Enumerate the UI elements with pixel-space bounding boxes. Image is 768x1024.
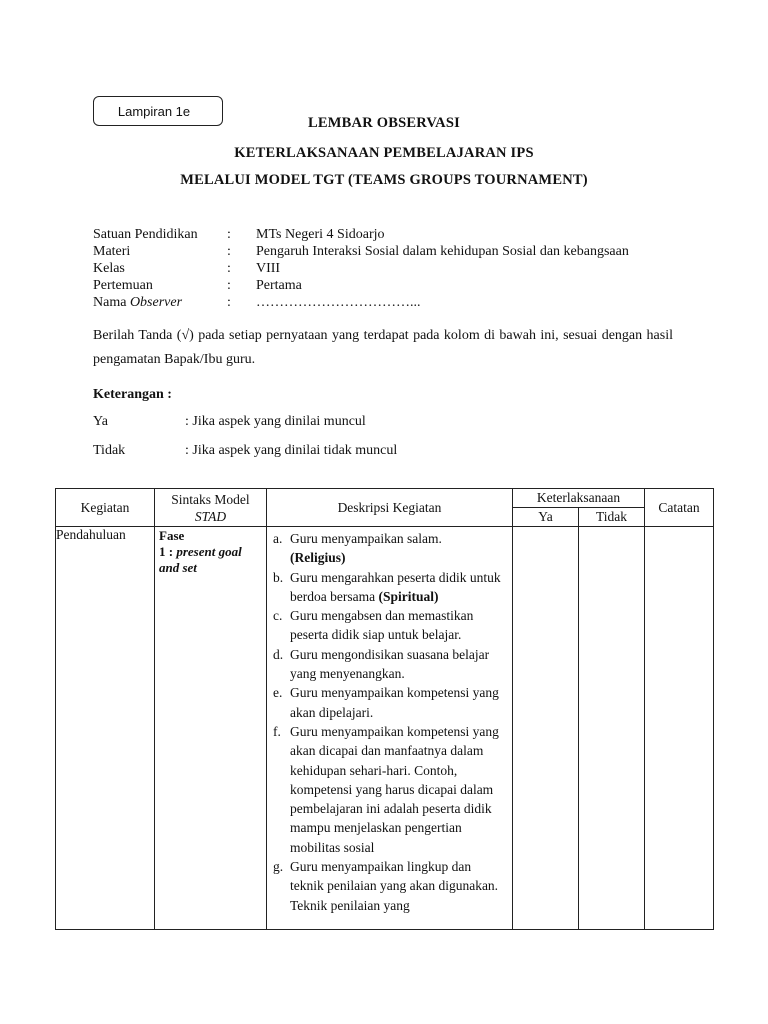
info-separator: : [227,227,231,242]
fase-number: 1 : [159,544,177,559]
info-value: Pertama [256,278,302,293]
info-label [93,294,227,311]
header-kegiatan: Kegiatan [56,489,155,527]
info-separator: : [227,244,231,259]
deskripsi-character-tag: (Spiritual) [378,588,439,604]
deskripsi-text: Guru menyampaikan salam. (Religius) [290,531,442,566]
header-sintaks-line1: Sintaks Model [171,491,250,507]
info-separator: : [227,295,231,310]
info-row-materi [93,243,629,260]
title-line-1: LEMBAR OBSERVASI [308,115,460,131]
keterangan-heading: Keterangan : [93,387,172,402]
fase-label: Fase [159,528,185,543]
info-row-pertemuan [93,277,629,294]
deskripsi-marker: d. [273,646,284,662]
cell-tidak-checkbox[interactable] [579,527,645,930]
deskripsi-list [267,527,512,915]
keterangan-term: Tidak [93,443,126,458]
deskripsi-item [273,857,506,915]
deskripsi-marker: e. [273,685,283,701]
header-catatan: Catatan [645,489,714,527]
title-line-2: KETERLAKSANAAN PEMBELAJARAN IPS [234,145,534,161]
info-label: Kelas [93,261,125,276]
header-keterlaksanaan: Keterlaksanaan [513,489,645,508]
info-row-kelas [93,260,629,277]
keterangan-item-tidak [93,443,397,459]
deskripsi-marker: f. [273,723,281,739]
fase-text: present goal and set [159,544,242,575]
deskripsi-item [273,606,506,645]
cell-catatan-input[interactable] [645,527,714,930]
deskripsi-text: Guru mengarahkan peserta didik untuk berdoa bersama (Spiritual) [290,569,501,604]
deskripsi-text: Guru mengondisikan suasana belajar yang menyenangkan. [290,646,490,682]
fase-block [155,527,266,577]
info-label-italic: Observer [129,295,183,310]
lampiran-label: Lampiran 1e [117,103,191,119]
deskripsi-item [273,722,506,857]
info-value: ……………………………... [256,295,421,310]
info-label: Satuan Pendidikan [93,227,198,242]
info-value: MTs Negeri 4 Sidoarjo [256,227,385,242]
observation-table [55,488,714,930]
deskripsi-character-tag: (Religius) [290,550,346,566]
info-row-observer [93,294,629,311]
info-value: VIII [256,261,281,276]
cell-kegiatan: Pendahuluan [56,527,155,930]
deskripsi-marker: b. [273,569,284,585]
info-label: Materi [93,244,131,259]
deskripsi-item [273,529,506,568]
deskripsi-text: Guru mengabsen dan memastikan peserta didik siap untuk belajar. [290,608,474,643]
deskripsi-text: Guru menyampaikan lingkup dan teknik penilaian yang akan digunakan. Teknik penilaian yang [290,859,499,913]
identity-info [93,226,629,311]
fase-description [159,544,262,576]
header-tidak: Tidak [579,508,645,527]
header-ya: Ya [513,508,579,527]
cell-sintaks [155,527,267,930]
header-deskripsi: Deskripsi Kegiatan [267,489,513,527]
info-separator: : [227,261,231,276]
info-label-text: Nama [93,295,130,310]
header-sintaks-model [155,489,267,527]
info-separator: : [227,278,231,293]
info-row-satuan [93,226,629,243]
keterangan-term: Ya [93,414,108,429]
keterangan-item-ya [93,414,366,430]
cell-deskripsi [267,527,513,930]
cell-ya-checkbox[interactable] [513,527,579,930]
info-value: Pengaruh Interaksi Sosial dalam kehidupan Sosial dan kebangsaan [256,244,629,259]
deskripsi-marker: g. [273,859,284,875]
info-label: Pertemuan [93,278,153,293]
deskripsi-item [273,568,506,607]
title-line-3: MELALUI MODEL TGT (TEAMS GROUPS TOURNAMENT) [180,172,588,188]
deskripsi-marker: c. [273,608,283,624]
deskripsi-item [273,645,506,684]
instruction-text: Berilah Tanda (√) pada setiap pernyataan yang terdapat pada kolom di bawah ini, sesuai dengan hasil pengamatan Bapak/Ibu guru. [93,328,673,367]
deskripsi-item [273,683,506,722]
deskripsi-text: Guru menyampaikan kompetensi yang akan dicapai dan manfaatnya dalam kehidupan sehari-hari. Contoh, kompetensi yang harus dicapai dalam pembelajaran ini adalah peserta didik mampu menjelaskan pengertian mobilitas sosial [290,723,499,855]
keterangan-desc: : Jika aspek yang dinilai tidak muncul [185,443,398,458]
keterangan-desc: : Jika aspek yang dinilai muncul [185,414,366,429]
deskripsi-text: Guru menyampaikan kompetensi yang akan dipelajari. [290,685,499,720]
header-sintaks-line2: STAD [194,508,227,524]
deskripsi-marker: a. [273,531,283,546]
